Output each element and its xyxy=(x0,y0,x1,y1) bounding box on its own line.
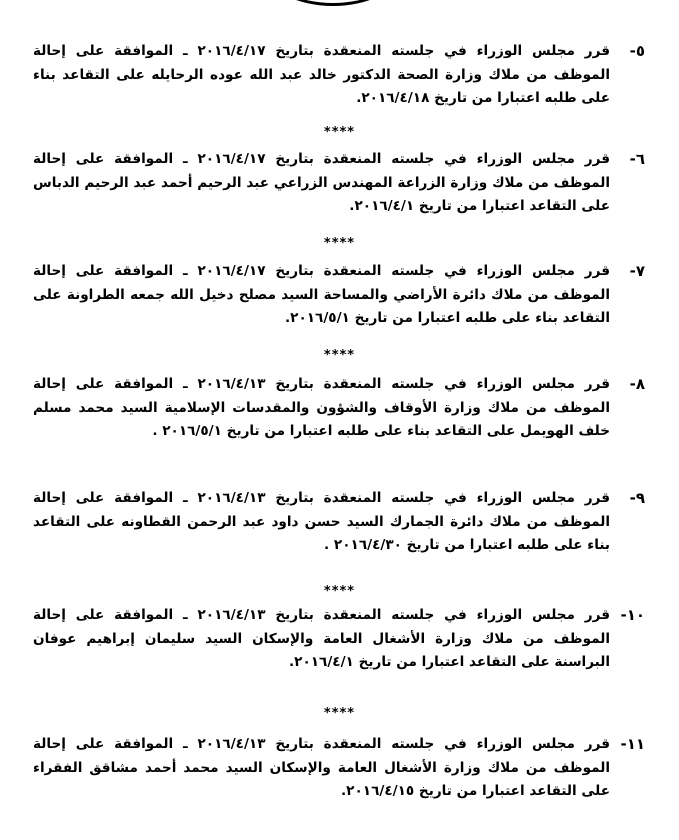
separator: **** xyxy=(323,584,356,599)
header-arc-decoration xyxy=(268,0,398,6)
decision-item-5 xyxy=(33,40,643,111)
item-number: ٧- xyxy=(629,262,645,280)
item-number: ٨- xyxy=(629,375,645,393)
item-text: قرر مجلس الوزراء في جلسته المنعقدة بتاريخ ٢٠١٦/٤/١٧ ـ الموافقة على إحالة الموظف من ملاك دائرة الأراضي والمساحة السيد مصلح دخيل الله جمعه الطراونة على التقاعد بناء على طلبه اعتبارا من تاريخ ٢٠١٦/٥/١. xyxy=(33,263,610,326)
item-text: قرر مجلس الوزراء في جلسته المنعقدة بتاريخ ٢٠١٦/٤/١٣ ـ الموافقة على إحالة الموظف من ملاك وزارة الأشغال العامة والإسكان السيد محمد أحمد مشاقق الفقراء على التقاعد اعتبارا من تاريخ ٢٠١٦/٤/١٥. xyxy=(33,736,610,799)
item-text: قرر مجلس الوزراء في جلسته المنعقدة بتاريخ ٢٠١٦/٤/١٧ ـ الموافقة على إحالة الموظف من ملاك وزارة الصحة الدكتور خالد عبد الله عوده الرحايله على التقاعد بناء على طلبه اعتبارا من تاريخ ٢٠١٦/٤/١٨. xyxy=(33,43,610,106)
decision-item-7 xyxy=(33,260,643,331)
item-text: قرر مجلس الوزراء في جلسته المنعقدة بتاريخ ٢٠١٦/٤/١٣ ـ الموافقة على إحالة الموظف من ملاك وزارة الأوقاف والشؤون والمقدسات الإسلامية السيد محمد مسلم خلف الهويمل على التقاعد بناء على طلبه اعتبارا من تاريخ ٢٠١٦/٥/١ . xyxy=(33,376,610,439)
decision-item-9 xyxy=(33,487,643,558)
item-text: قرر مجلس الوزراء في جلسته المنعقدة بتاريخ ٢٠١٦/٤/١٣ ـ الموافقة على إحالة الموظف من ملاك وزارة الأشغال العامة والإسكان السيد سليمان إبراهيم عوفان البراسنة على التقاعد اعتبارا من تاريخ ٢٠١٦/٤/١. xyxy=(33,607,610,670)
decision-item-10 xyxy=(33,604,643,675)
item-text: قرر مجلس الوزراء في جلسته المنعقدة بتاريخ ٢٠١٦/٤/١٣ ـ الموافقة على إحالة الموظف من ملاك دائرة الجمارك السيد حسن داود عبد الرحمن القطاونه على التقاعد بناء على طلبه اعتبارا من تاريخ ٢٠١٦/٤/٣٠ . xyxy=(33,490,610,553)
item-number: ٦- xyxy=(629,150,645,168)
item-number: ١٠- xyxy=(620,606,645,624)
item-number: ٩- xyxy=(629,489,645,507)
item-number: ٥- xyxy=(629,42,645,60)
separator: **** xyxy=(323,125,356,140)
decision-item-11 xyxy=(33,733,643,804)
separator: **** xyxy=(323,706,356,721)
item-text: قرر مجلس الوزراء في جلسته المنعقدة بتاريخ ٢٠١٦/٤/١٧ ـ الموافقة على إحالة الموظف من ملاك وزارة الزراعة المهندس الزراعي عبد الرحيم أحمد عبد الرحيم الدباس على التقاعد اعتبارا من تاريخ ٢٠١٦/٤/١. xyxy=(33,151,610,214)
item-number: ١١- xyxy=(620,735,645,753)
decision-item-6 xyxy=(33,148,643,219)
separator: **** xyxy=(323,348,356,363)
decision-item-8 xyxy=(33,373,643,444)
separator: **** xyxy=(323,236,356,251)
